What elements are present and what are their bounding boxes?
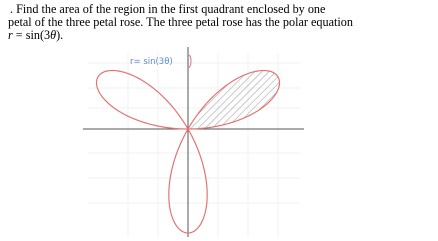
problem-statement (8, 3, 428, 42)
problem-line-2: petal of the three petal rose. The three petal rose has the polar equation (8, 15, 353, 29)
equation-mid: = sin(3 (12, 28, 51, 42)
hatched-petal-region (188, 71, 280, 129)
equation-tail: ). (56, 28, 64, 42)
problem-line-1: . Find the area of the region in the first quadrant enclosed by one (10, 2, 326, 16)
curve-label: r= sin(3θ) (130, 57, 173, 67)
equation-theta: θ (50, 28, 57, 42)
polar-equation (8, 29, 428, 42)
equation-lhs: r (8, 28, 13, 42)
rose-curve-figure (78, 43, 310, 239)
